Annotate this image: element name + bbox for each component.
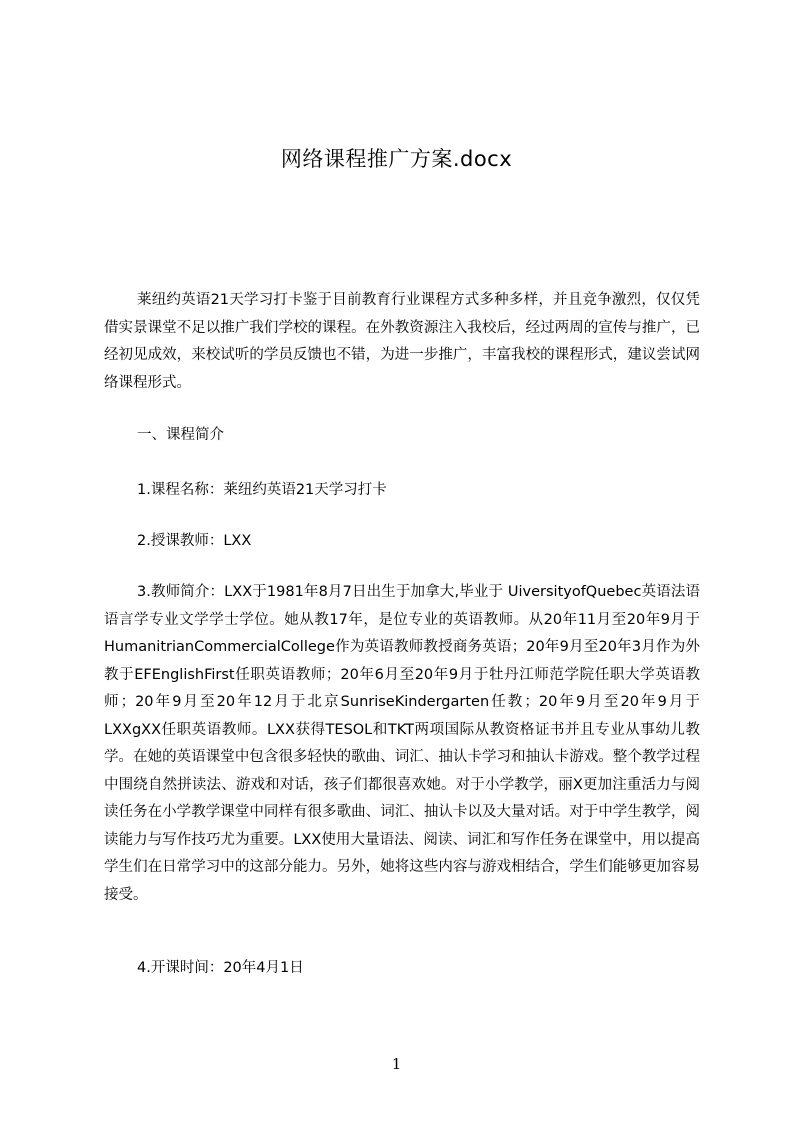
course-name-item: 1.课程名称：莱纽约英语21天学习打卡	[137, 482, 387, 498]
teacher-item: 2.授课教师：LXX	[137, 533, 252, 549]
page-number: 1	[391, 1055, 402, 1073]
document-title: 网络课程推广方案.docx	[280, 147, 513, 171]
start-date-item: 4.开课时间：20年4月1日	[137, 960, 304, 976]
teacher-bio-paragraph: 3.教师简介：LXX于1981年8月7日出生于加拿大,毕业于 UiversityofQuebec英语法语语言学专业文学学士学位。她从教17年，是位专业的英语教师。从20年11月至20年9月于HumanitrianCommercialCollege作为英语教师教授商务英语；20年9月至20年3月作为外教于EFEnglishFirst任职英语教师；20年6月至20年9月于牡丹江师范学院任职大学英语教师；20年9月至20年12月于北京SunriseKindergarten任教；20年9月至20年9月于LXXgXX任职英语教师。LXX获得TESOL和TKT两项国际从教资格证书并且专业从事幼儿教学。在她的英语课堂中包含很多轻快的歌曲、词汇、抽认卡学习和抽认卡游戏。整个教学过程中围绕自然拼读法、游戏和对话，孩子们都很喜欢她。对于小学教学，丽X更加注重活力与阅读任务在小学教学课堂中同样有很多歌曲、词汇、抽认卡以及大量对话。对于中学生教学，阅读能力与写作技巧尤为重要。LXX使用大量语法、阅读、词汇和写作任务在课堂中，用以提高学生们在日常学习中的这部分能力。另外，她将这些内容与游戏相结合，学生们能够更加容易接受。	[104, 584, 700, 903]
section-heading-course-intro: 一、课程简介	[137, 427, 224, 443]
intro-paragraph: 莱纽约英语21天学习打卡鉴于目前教育行业课程方式多种多样，并且竞争激烈，仅仅凭借实景课堂不足以推广我们学校的课程。在外教资源注入我校后，经过两周的宣传与推广，已经初见成效，来校试听的学员反馈也不错，为进一步推广，丰富我校的课程形式，建议尝试网络课程形式。	[104, 292, 700, 391]
